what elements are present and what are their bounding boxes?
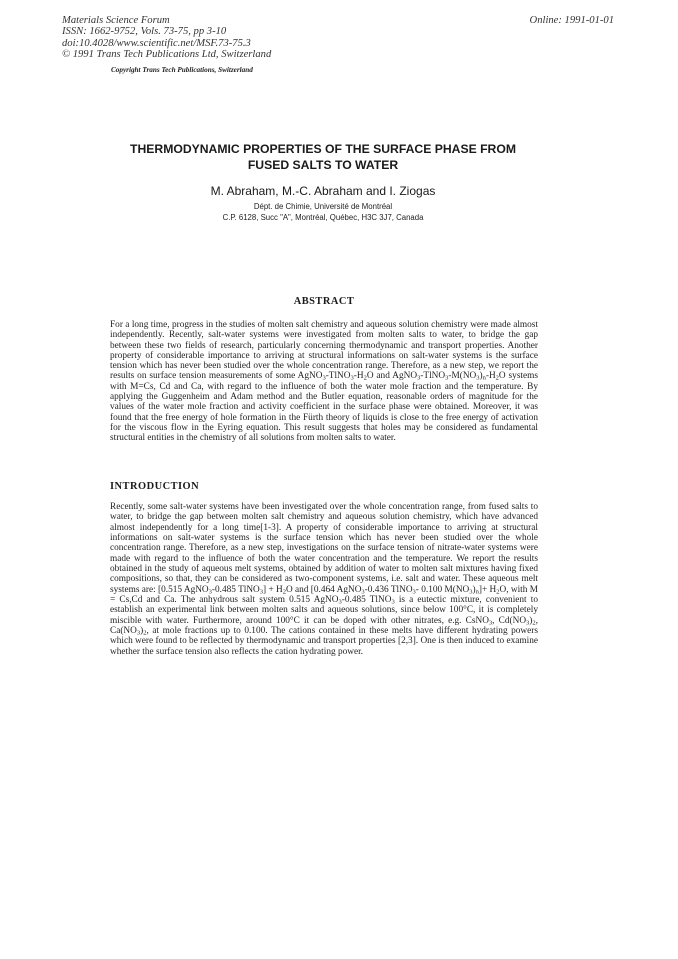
affiliation: [100, 202, 546, 223]
abstract-text: For a long time, progress in the studies of molten salt chemistry and aqueous solution chemistry were made almost independently. Recently, salt-water systems were investigated from molten salts to water, to bridge the gap between these two fields of research, particularly concerning thermodynamic and transport properties. Another property of considerable importance to arriving at structural informations on salt-water systems is the surface tension which has never been studied over the whole concentration range. Therefore, as a new step, we report the results on surface tension measurements of some $AgNO_3-TlNO_3-H_2O$ and $AgNO_3-TlNO_3-M(NO_3)_n-H_2O$ systems with M=Cs, Cd and Ca, with regard to the influence of both the water mole fraction and the temperature. By applying the Guggenheim and Adam method and the Butler equation, reasonable orders of magnitude for the values of the water mole fraction and activity coefficient in the surface phase were obtained. Moreover, it was found that the free energy of hole formation in the Fürth theory of liquids is close to the free energy of activation for the viscous flow in the Eyring equation. This result suggests that holes may be considered as fundamental structural entities in the chemistry of all solutions from molten salts to water.: [110, 320, 538, 444]
copyright-line: © 1991 Trans Tech Publications Ltd, Switzerland: [62, 48, 272, 60]
online-date: Online: 1991-01-01: [529, 15, 614, 26]
issn-line: ISSN: 1662-9752, Vols. 73-75, pp 3-10: [62, 26, 227, 38]
abstract-heading: ABSTRACT: [293, 296, 355, 307]
introduction-heading: INTRODUCTION: [110, 481, 200, 492]
copyright-notice: Copyright Trans Tech Publications, Switzerland: [111, 66, 253, 74]
journal-name: Materials Science Forum: [62, 15, 170, 26]
journal-header: [62, 15, 271, 60]
authors: M. Abraham, M.-C. Abraham and I. Ziogas: [210, 184, 436, 198]
title-line-2: FUSED SALTS TO WATER: [247, 158, 399, 172]
introduction-text: Recently, some salt-water systems have been investigated over the whole concentration range, from fused salts to water, to bridge the gap between molten salt chemistry and aqueous solution chemistry, which have advanced almost independently for a long time[1-3]. A property of considerable importance to arriving at structural informations on salt-water systems is the surface tension which has never been studied over the whole concentration range. Therefore, as a new step, investigations on the surface tension of nitrate-water systems were made with regard to the influence of both the water concentration and the temperature. We report the results obtained in the study of aqueous melt systems, obtained by addition of water to molten salt mixtures having fixed compositions, so that, they can be considered as two-component systems, i.e. salt and water. These aqueous melt systems are: [0.515 AgNO$_3$-0.485 TlNO$_3$] + $H_2O$ and [0.464 AgNO$_3$-0.436 TlNO$_3$- 0.100 $M(NO_3)_n]+ H_2O$, with M = Cs,Cd and Ca. The anhydrous salt system 0.515 AgNO$_3$-0.485 TlNO$_3$ is a eutectic mixture, convenient to establish an experimental link between molten salts and aqueous solutions, since below 100°C, it is completely miscible with water. Furthermore, around 100°C it can be doped with other nitrates, e.g. CsNO$_3$, $Cd(NO_3)_2$, $Ca(NO_3)_2$, at mole fractions up to 0.100. The cations contained in these melts have different hydrating powers which were found to be reflected by thermodynamic and transport properties [2,3]. One is then induced to examine whether the surface tension also reflects the cation hydrating power.: [110, 502, 539, 657]
doi-line: doi:10.4028/www.scientific.net/MSF.73-75.3: [62, 37, 251, 49]
paper-title: [100, 141, 546, 173]
affiliation-line-2: C.P. 6128, Succ "A", Montréal, Québec, H3C 3J7, Canada: [222, 212, 424, 222]
affiliation-line-1: Dépt. de Chimie, Université de Montréal: [253, 202, 393, 211]
title-line-1: THERMODYNAMIC PROPERTIES OF THE SURFACE PHASE FROM: [130, 142, 516, 156]
